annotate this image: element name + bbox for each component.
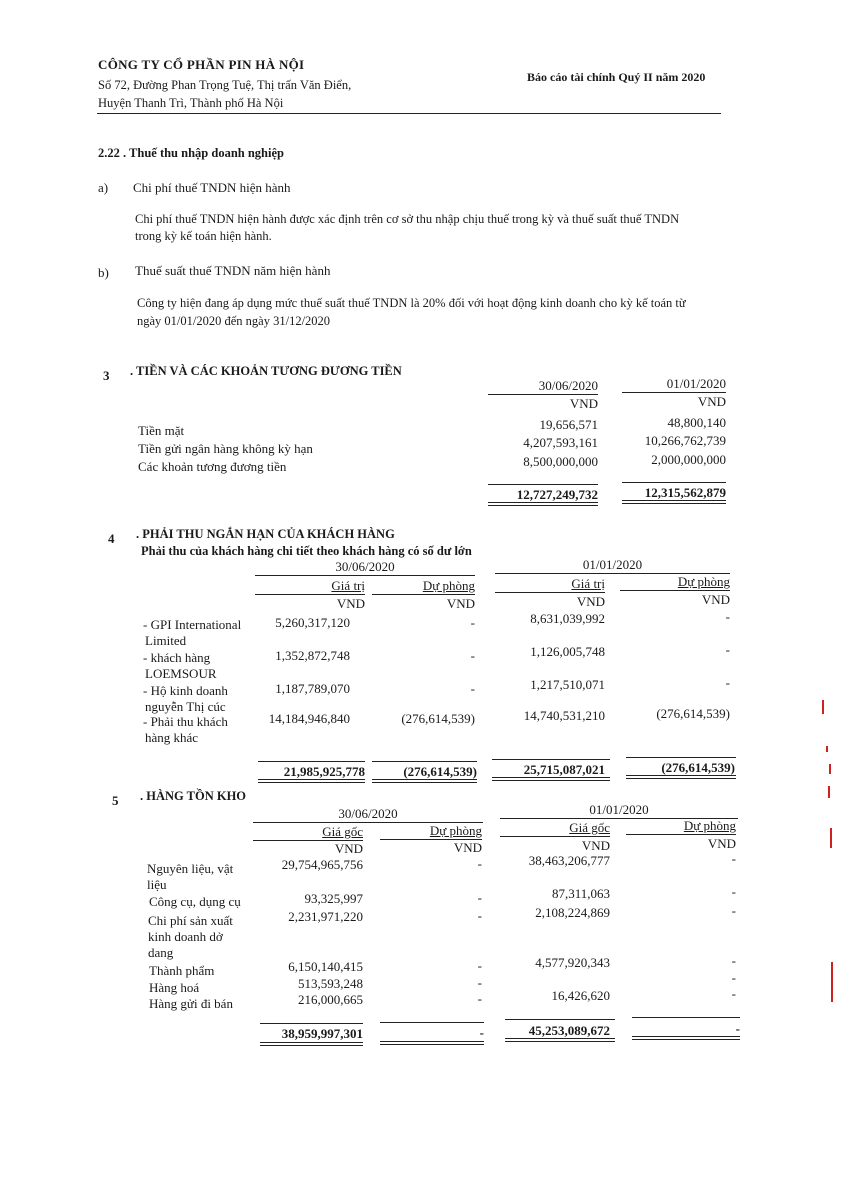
s5-total-rule4 — [632, 1017, 740, 1018]
company-address-line2: Huyện Thanh Trì, Thành phố Hà Nội — [98, 96, 284, 110]
s5-row-a: 6,150,140,415 — [288, 959, 363, 974]
s4-row-label: - Phải thu khách — [143, 714, 228, 729]
s3-row-v1: 19,656,571 — [539, 417, 598, 432]
s5-row-c: 2,108,224,869 — [535, 905, 610, 920]
s5-row-label: Nguyên liệu, vật — [147, 861, 234, 876]
s5-row-label-cont: kinh doanh dở — [148, 929, 223, 944]
s4-h-prov2: Dự phòng — [677, 574, 730, 589]
s3-row-label: Các khoản tương đương tiền — [138, 459, 287, 474]
s4-row-d: - — [725, 642, 730, 657]
s5-row-d: - — [731, 884, 736, 899]
s4-row-label: - GPI International — [143, 617, 242, 632]
s4-row-d: - — [725, 675, 730, 690]
scan-mark — [822, 700, 824, 714]
s4-total-a: 21,985,925,778 — [283, 764, 365, 779]
s5-h-cost2: Giá gốc — [569, 820, 610, 835]
s4-total-double2 — [372, 779, 477, 783]
section-4-title: . PHẢI THU NGẮN HẠN CỦA KHÁCH HÀNG — [136, 527, 395, 541]
item-a-text-line2: trong kỳ kế toán hiện hành. — [135, 229, 272, 243]
s4-row-a: 5,260,317,120 — [275, 615, 350, 630]
s5-unit1: VND — [334, 841, 363, 856]
s5-total-rule2 — [380, 1022, 484, 1023]
section-4-subtitle: Phải thu của khách hàng chi tiết theo khách hàng có số dư lớn — [141, 544, 472, 558]
s5-total-d: - — [735, 1021, 740, 1036]
s5-row-b: - — [477, 991, 482, 1006]
s4-h-value1: Giá trị — [331, 578, 365, 593]
s4-unit3: VND — [576, 594, 605, 609]
s5-row-c: 87,311,063 — [551, 886, 610, 901]
s4-row-c: 1,217,510,071 — [530, 677, 605, 692]
s5-row-label: Thành phẩm — [149, 963, 215, 978]
s5-row-d: - — [731, 953, 736, 968]
s4-h-rule1 — [255, 594, 365, 595]
s4-total-rule1 — [258, 761, 365, 762]
s4-date1-rule — [255, 575, 475, 576]
s5-total-double3 — [505, 1038, 615, 1042]
company-address-line1: Số 72, Đường Phan Trọng Tuệ, Thị trấn Văn Điển, — [98, 78, 352, 92]
scan-mark — [829, 764, 831, 774]
s5-row-a: 29,754,965,756 — [281, 857, 363, 872]
report-title: Báo cáo tài chính Quý II năm 2020 — [527, 70, 706, 84]
s4-h-prov1: Dự phòng — [422, 578, 475, 593]
s5-h-cost1: Giá gốc — [322, 824, 363, 839]
s4-total-b: (276,614,539) — [403, 764, 477, 779]
section-3-title: . TIỀN VÀ CÁC KHOẢN TƯƠNG ĐƯƠNG TIỀN — [130, 364, 402, 378]
s4-total-rule4 — [626, 757, 736, 758]
s5-total-c: 45,253,089,672 — [528, 1023, 610, 1038]
s3-col2-unit: VND — [697, 394, 726, 409]
s3-col1-rule — [488, 394, 598, 395]
s3-row-v1: 4,207,593,161 — [523, 435, 598, 450]
s4-h-value2: Giá trị — [571, 576, 605, 591]
s4-row-c: 1,126,005,748 — [530, 644, 605, 659]
s5-date1: 30/06/2020 — [338, 806, 398, 821]
s3-total-v1: 12,727,249,732 — [516, 487, 598, 502]
s4-row-label: - Hộ kinh doanh — [143, 683, 228, 698]
section-3-number: 3 — [103, 368, 110, 383]
s3-row-v2: 48,800,140 — [667, 415, 726, 430]
s3-col2-date: 01/01/2020 — [666, 376, 726, 391]
s5-row-c: 4,577,920,343 — [535, 955, 610, 970]
s5-row-b: - — [477, 958, 482, 973]
s4-date2: 01/01/2020 — [582, 557, 643, 572]
s4-total-double4 — [626, 775, 736, 779]
s4-total-double3 — [492, 777, 610, 781]
header-divider — [97, 113, 721, 114]
s4-row-label-cont: hàng khác — [145, 730, 199, 745]
s5-total-b: - — [479, 1025, 484, 1040]
s5-row-c: 38,463,206,777 — [528, 853, 610, 868]
s5-row-label-cont: liệu — [147, 877, 167, 892]
s3-row-v1: 8,500,000,000 — [523, 454, 598, 469]
s5-h-rule3 — [500, 836, 610, 837]
s4-row-d: (276,614,539) — [656, 706, 730, 721]
s5-row-d: - — [731, 903, 736, 918]
item-b-title: Thuế suất thuế TNDN năm hiện hành — [135, 263, 331, 278]
s5-h-rule4 — [626, 834, 736, 835]
s5-row-c: 16,426,620 — [551, 988, 610, 1003]
s5-row-d: - — [731, 970, 736, 985]
s5-row-label: Hàng gửi đi bán — [149, 996, 233, 1011]
s5-total-rule3 — [505, 1019, 615, 1020]
scan-mark — [830, 828, 832, 848]
s4-h-rule2 — [372, 594, 475, 595]
s5-row-d: - — [731, 851, 736, 866]
s5-total-double2 — [380, 1041, 484, 1045]
s5-row-label: Công cụ, dụng cụ — [149, 894, 241, 909]
s4-row-c: 8,631,039,992 — [530, 611, 605, 626]
s4-unit4: VND — [701, 592, 730, 607]
s4-h-rule4 — [620, 590, 730, 591]
item-a-label: a) — [98, 180, 109, 195]
s3-row-v2: 2,000,000,000 — [651, 452, 726, 467]
s4-row-a: 14,184,946,840 — [268, 711, 350, 726]
s4-row-b: (276,614,539) — [401, 711, 475, 726]
s3-col1-unit: VND — [569, 396, 598, 411]
s3-total-v2: 12,315,562,879 — [644, 485, 726, 500]
s5-total-double1 — [260, 1042, 363, 1046]
s4-row-d: - — [725, 609, 730, 624]
s5-row-b: - — [477, 856, 482, 871]
s3-total-double2 — [622, 500, 726, 504]
s4-total-rule3 — [492, 759, 610, 760]
s5-unit3: VND — [581, 838, 610, 853]
s5-h-prov2: Dự phòng — [683, 818, 736, 833]
item-a-text-line1: Chi phí thuế TNDN hiện hành được xác định trên cơ sở thu nhập chịu thuế trong kỳ và thuế suất thuế TNDN — [135, 212, 680, 226]
s4-unit1: VND — [336, 596, 365, 611]
section-2-22-title: 2.22 . Thuế thu nhập doanh nghiệp — [98, 146, 284, 160]
s5-row-a: 2,231,971,220 — [288, 909, 363, 924]
section-4-number: 4 — [108, 531, 115, 546]
s4-row-label-cont: nguyễn Thị cúc — [145, 699, 226, 714]
scan-mark — [826, 746, 828, 752]
s4-total-c: 25,715,087,021 — [523, 762, 605, 777]
s4-total-d: (276,614,539) — [661, 760, 735, 775]
s5-row-a: 93,325,997 — [304, 891, 363, 906]
s4-total-rule2 — [372, 761, 477, 762]
item-b-text-line1: Công ty hiện đang áp dụng mức thuế suất thuế TNDN là 20% đối với hoạt động kinh doanh cho kỳ kế toán từ — [137, 296, 686, 310]
s3-total-rule2 — [622, 482, 726, 483]
s5-total-rule1 — [260, 1023, 363, 1024]
s4-row-a: 1,187,789,070 — [275, 681, 350, 696]
s3-row-label: Tiền gửi ngân hàng không kỳ hạn — [138, 441, 313, 456]
s4-date1: 30/06/2020 — [335, 559, 395, 574]
s5-row-a: 513,593,248 — [298, 976, 363, 991]
s4-row-c: 14,740,531,210 — [523, 708, 605, 723]
s4-row-label-cont: LOEMSOUR — [145, 666, 217, 681]
s3-total-rule1 — [488, 484, 598, 485]
s4-total-double1 — [258, 779, 365, 783]
s5-row-label: Chi phí sản xuất — [148, 913, 233, 928]
s3-col2-rule — [622, 392, 726, 393]
s4-row-b: - — [470, 615, 475, 630]
scan-mark — [831, 962, 833, 1002]
s4-row-b: - — [470, 681, 475, 696]
s5-date2: 01/01/2020 — [589, 802, 649, 817]
s4-unit2: VND — [446, 596, 475, 611]
s5-row-b: - — [477, 908, 482, 923]
s3-total-double1 — [488, 502, 598, 506]
s4-row-a: 1,352,872,748 — [275, 648, 350, 663]
s5-row-label: Hàng hoá — [149, 980, 200, 995]
s5-h-prov1: Dự phòng — [429, 823, 482, 838]
s3-row-v2: 10,266,762,739 — [644, 433, 726, 448]
company-name: CÔNG TY CỔ PHẦN PIN HÀ NỘI — [98, 57, 305, 72]
s4-row-label-cont: Limited — [145, 633, 187, 648]
s5-total-a: 38,959,997,301 — [281, 1026, 363, 1041]
s5-row-a: 216,000,665 — [298, 992, 363, 1007]
s5-total-double4 — [632, 1036, 740, 1040]
item-b-label: b) — [98, 265, 109, 280]
section-5-title: . HÀNG TỒN KHO — [140, 789, 247, 803]
s5-row-b: - — [477, 975, 482, 990]
item-b-text-line2: ngày 01/01/2020 đến ngày 31/12/2020 — [137, 314, 331, 328]
s4-row-label: - khách hàng — [143, 650, 211, 665]
s4-h-rule3 — [495, 592, 605, 593]
s4-row-b: - — [470, 648, 475, 663]
s3-col1-date: 30/06/2020 — [538, 378, 598, 393]
item-a-title: Chi phí thuế TNDN hiện hành — [133, 180, 291, 195]
section-5-number: 5 — [112, 793, 119, 808]
s5-row-b: - — [477, 890, 482, 905]
scan-mark — [828, 786, 830, 798]
s5-row-d: - — [731, 986, 736, 1001]
s5-unit4: VND — [707, 836, 736, 851]
s5-row-label-cont: dang — [148, 945, 174, 960]
s3-row-label: Tiền mặt — [138, 423, 185, 438]
s5-unit2: VND — [453, 840, 482, 855]
